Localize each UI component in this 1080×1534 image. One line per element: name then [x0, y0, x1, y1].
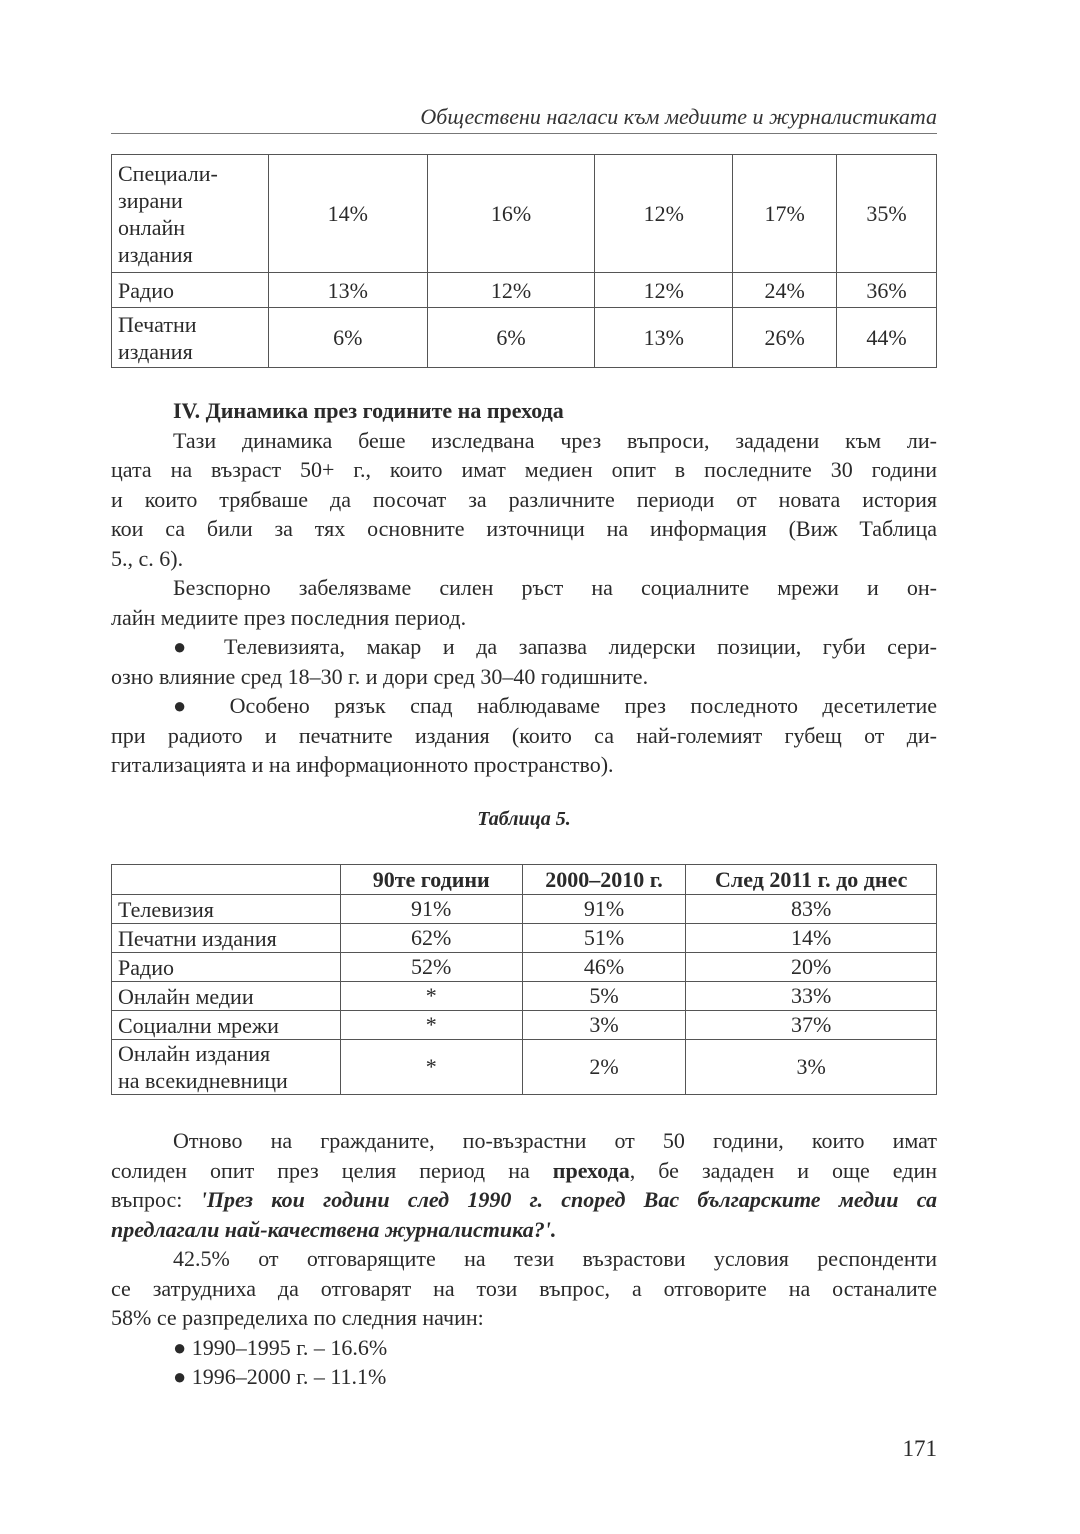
running-head: Обществени нагласи към медиите и журналистиката — [420, 104, 937, 129]
table-row — [112, 308, 937, 368]
table-row — [112, 924, 937, 953]
bullet-line: ● Особено рязък спад наблюдаваме през последното десетилетие — [173, 693, 937, 718]
table-row — [112, 155, 937, 273]
row-label: Печатни издания — [112, 924, 341, 953]
cell: 14% — [268, 155, 427, 273]
bullet-item: ● 1990–1995 г. – 16.6% — [173, 1334, 388, 1360]
row-label — [112, 308, 269, 368]
label-line: Печатни — [118, 311, 197, 337]
column-header: 2000–2010 г. — [522, 865, 686, 895]
table-row — [112, 953, 937, 982]
text-span: , бе зададен и още един — [629, 1157, 938, 1183]
cell: 3% — [522, 1011, 686, 1040]
cell: * — [340, 1011, 522, 1040]
bold-term: прехода — [552, 1157, 630, 1183]
text-line: се затрудниха да отговарят на този въпрос, а отговорите на останалите — [111, 1275, 937, 1301]
label-line: издания — [118, 241, 193, 267]
closing-text — [111, 1126, 937, 1392]
label-line: Онлайн издания — [118, 1041, 271, 1066]
cell: 13% — [268, 273, 427, 308]
cell: 12% — [427, 273, 595, 308]
section-heading: IV. Динамика през годините на прехода — [173, 398, 564, 423]
bullet-line: ● Телевизията, макар и да запазва лидерски позиции, губи сери- — [173, 634, 937, 659]
cell: 24% — [733, 273, 837, 308]
cell: 35% — [837, 155, 937, 273]
bullet-item: ● 1996–2000 г. – 11.1% — [173, 1364, 387, 1389]
table-continued — [111, 154, 937, 368]
table-row — [112, 273, 937, 308]
row-label: Телевизия — [112, 895, 341, 924]
cell: 20% — [686, 953, 937, 982]
text-line: 5., с. 6). — [111, 545, 184, 571]
cell: 37% — [686, 1011, 937, 1040]
section-body — [111, 396, 937, 780]
text-span: солиден опит през целия период на — [111, 1157, 553, 1183]
cell: 6% — [427, 308, 595, 368]
cell: 13% — [595, 308, 733, 368]
cell: 17% — [733, 155, 837, 273]
table-5 — [111, 864, 937, 1095]
label-line: издания — [118, 338, 193, 364]
cell: 51% — [522, 924, 686, 953]
column-header: 90те години — [340, 865, 522, 895]
row-label: Социални мрежи — [112, 1011, 341, 1040]
row-label: Радио — [112, 273, 269, 308]
cell: * — [340, 982, 522, 1011]
table-row — [112, 1040, 937, 1095]
text-line: 58% се разпределиха по следния начин: — [111, 1305, 484, 1330]
cell: 2% — [522, 1040, 686, 1095]
text-line — [111, 1185, 937, 1215]
cell: 5% — [522, 982, 686, 1011]
cell: 6% — [268, 308, 427, 368]
label-line: зирани — [118, 187, 183, 213]
table-row — [112, 895, 937, 924]
text-span: въпрос: — [111, 1187, 201, 1212]
page-number: 171 — [902, 1436, 937, 1461]
column-header: След 2011 г. до днес — [686, 865, 937, 895]
cell: 62% — [340, 924, 522, 953]
cell: 16% — [427, 155, 595, 273]
text-line: при радиото и печатните издания (които са най-големият губещ от ди- — [111, 722, 937, 748]
cell: 46% — [522, 953, 686, 982]
cell: 14% — [686, 924, 937, 953]
table-header-row — [112, 865, 937, 895]
question-quote: предлагали най-качествена журналистика?'. — [111, 1216, 557, 1242]
cell: 83% — [686, 895, 937, 924]
row-label — [112, 155, 269, 273]
text-line: 42.5% от отговарящите на тези възрастови условия респонденти — [173, 1246, 937, 1271]
cell: 26% — [733, 308, 837, 368]
cell: 3% — [686, 1040, 937, 1095]
text-line: озно влияние сред 18–30 г. и дори сред 30–40 годишните. — [111, 663, 649, 689]
header-rule — [111, 133, 937, 134]
column-header — [112, 865, 341, 895]
cell: 91% — [340, 895, 522, 924]
label-line: онлайн — [118, 214, 186, 240]
text-line: кои са били за тях основните източници на информация (Виж Таблица — [111, 516, 937, 541]
row-label — [112, 1040, 341, 1095]
text-line: Тази динамика беше изследвана чрез въпроси, зададени към ли- — [173, 427, 937, 453]
cell: 12% — [595, 273, 733, 308]
table-row — [112, 982, 937, 1011]
text-line: гитализацията и на информационното пространство). — [111, 752, 614, 777]
label-line: Специали- — [118, 160, 218, 186]
cell: 36% — [837, 273, 937, 308]
cell: 12% — [595, 155, 733, 273]
cell: 33% — [686, 982, 937, 1011]
label-line: на всекидневници — [118, 1068, 288, 1093]
cell: 44% — [837, 308, 937, 368]
text-line: и които трябваше да посочат за различните периоди от новата история — [111, 486, 937, 512]
question-quote: 'През кои години след 1990 г. според Вас българските медии са — [200, 1187, 938, 1212]
table-row — [112, 1011, 937, 1040]
table-caption: Таблица 5. — [477, 808, 571, 830]
cell: 52% — [340, 953, 522, 982]
text-line: Безспорно забелязваме силен ръст на социалните мрежи и он- — [173, 575, 937, 600]
text-line: Отново на гражданите, по-възрастни от 50 години, които имат — [173, 1128, 937, 1153]
text-line: цата на възраст 50+ г., които имат медиен опит в последните 30 години — [111, 457, 937, 482]
cell: * — [340, 1040, 522, 1095]
text-line: лайн медиите през последния период. — [111, 604, 467, 630]
cell: 91% — [522, 895, 686, 924]
row-label: Онлайн медии — [112, 982, 341, 1011]
row-label: Радио — [112, 953, 341, 982]
text-line — [111, 1156, 937, 1186]
